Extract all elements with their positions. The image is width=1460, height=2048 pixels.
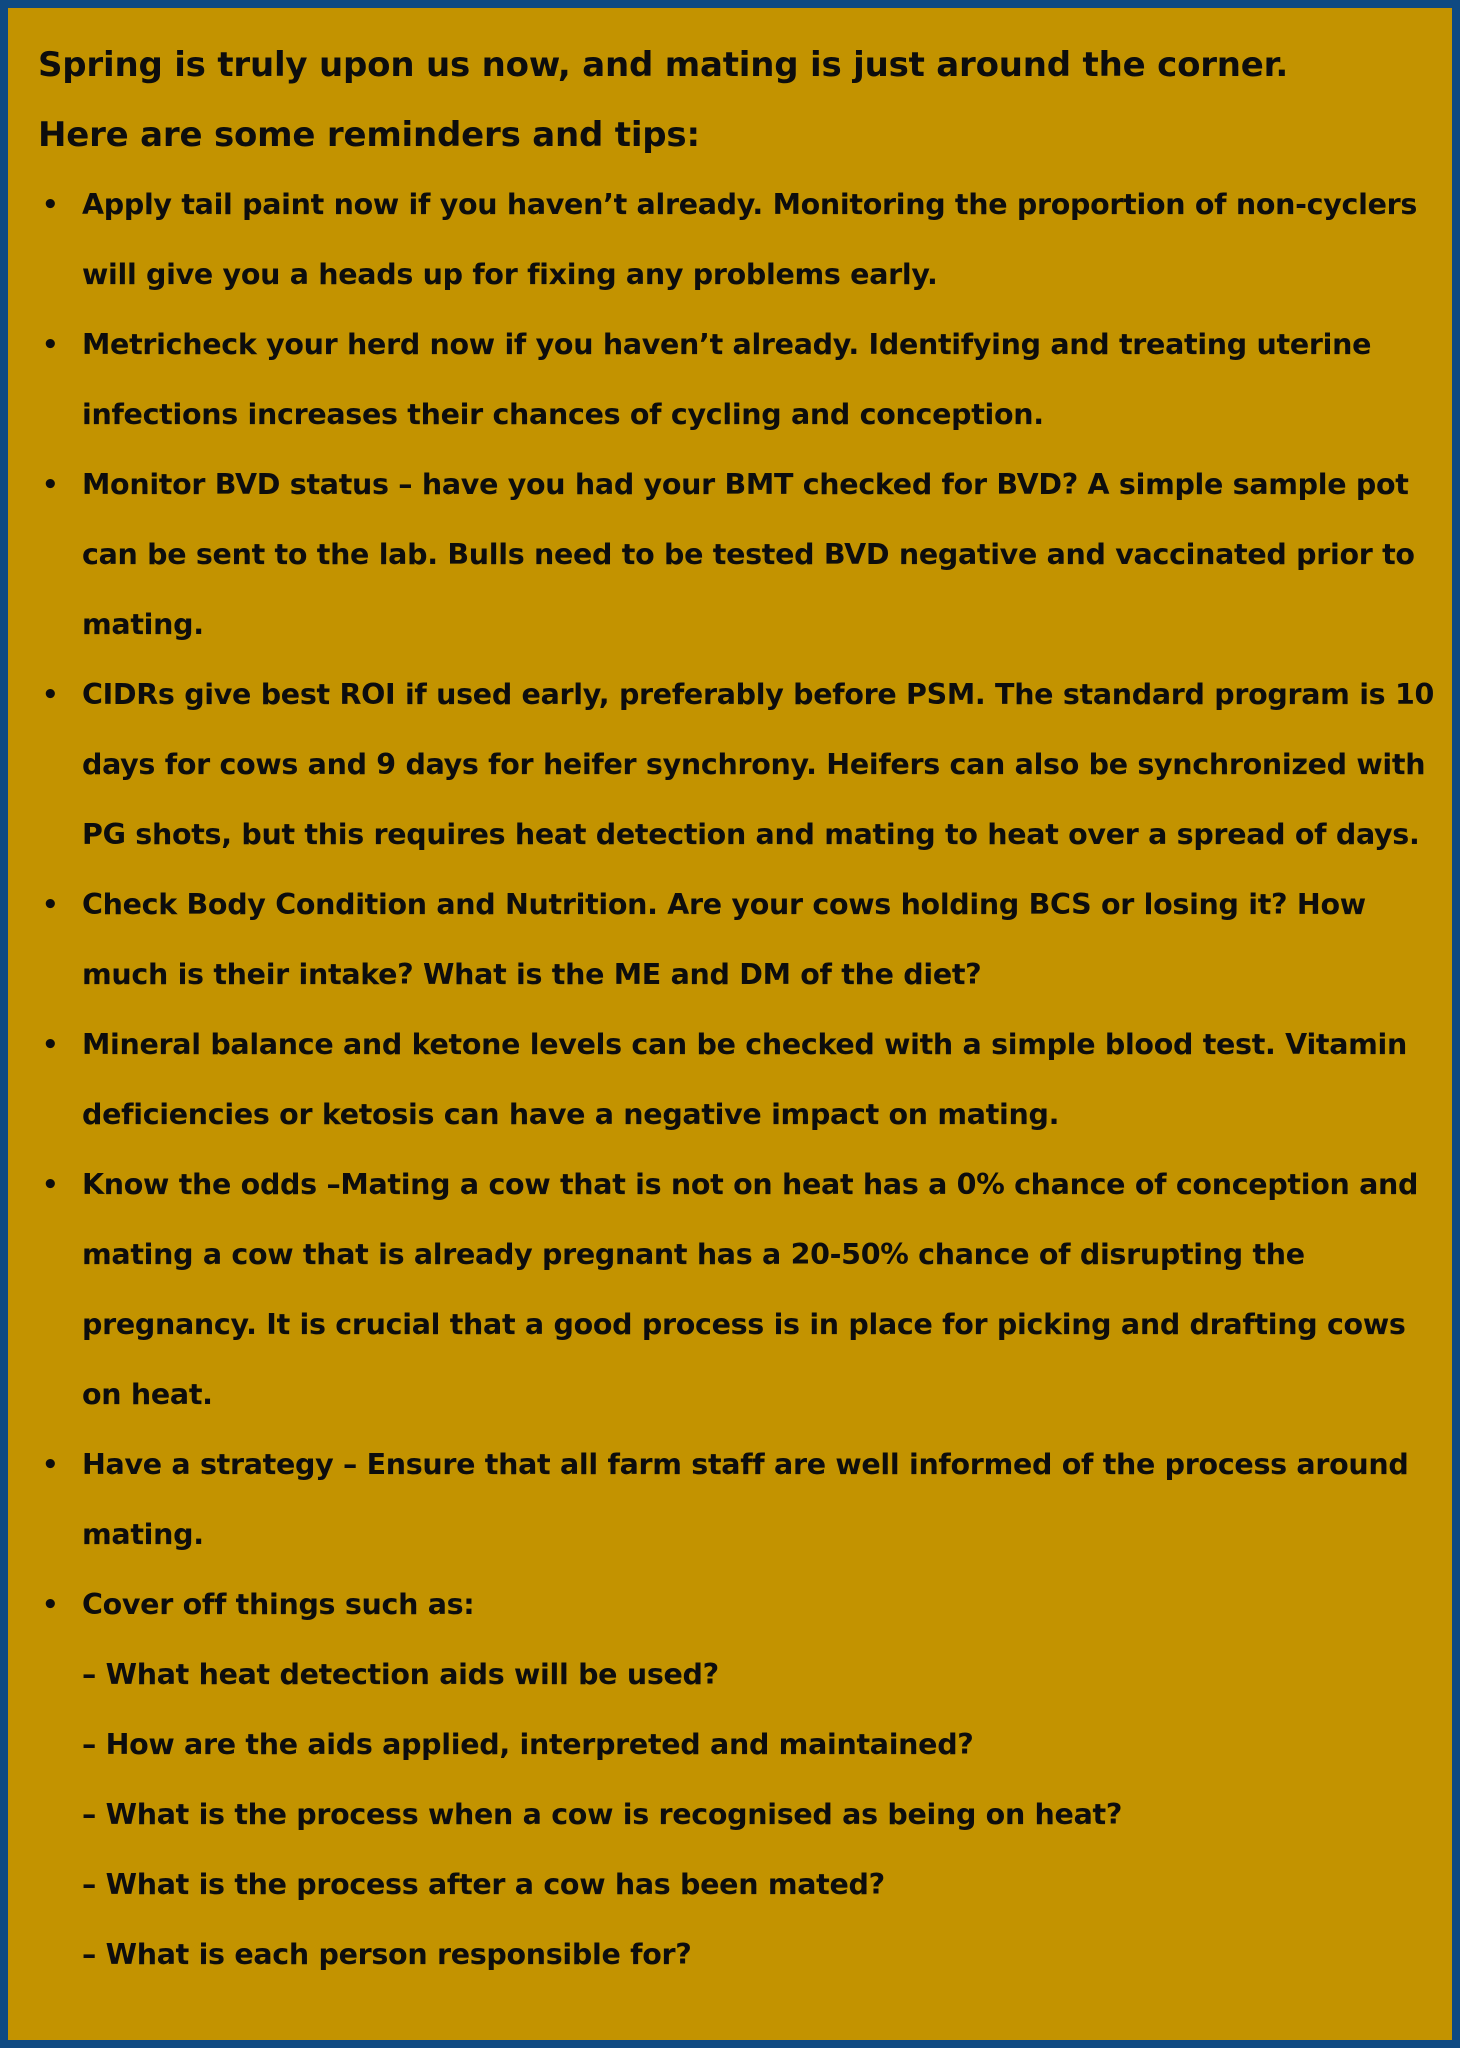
cover-off-item: – How are the aids applied, interpreted and maintained? — [82, 1728, 974, 1761]
bullet-icon: • — [42, 890, 59, 920]
notice-content — [38, 30, 1443, 1990]
tip-cover-off — [38, 1570, 1443, 1990]
tip-body-condition — [38, 870, 1443, 1010]
tip-mineral-balance — [38, 1010, 1443, 1150]
tip-text: Check Body Condition and Nutrition. Are your cows holding BCS or losing it? How much is their intake? What is the ME and DM of the diet? — [82, 888, 1366, 991]
bullet-icon: • — [42, 1590, 59, 1620]
tip-bvd-status — [38, 450, 1443, 660]
tips-list — [38, 170, 1443, 1990]
bullet-icon: • — [42, 1030, 59, 1060]
intro-heading: Spring is truly upon us now, and mating is just around the corner. — [38, 45, 1289, 85]
bullet-icon: • — [42, 190, 59, 220]
cover-off-item: – What is the process after a cow has been mated? — [82, 1868, 885, 1901]
tip-text: Know the odds –Mating a cow that is not on heat has a 0% chance of conception and mating a cow that is already pregnant has a 20-50% chance of disrupting the pregnancy. It is crucial that a good process is in place for picking and drafting cows on heat. — [82, 1168, 1419, 1411]
cover-off-item: – What heat detection aids will be used? — [82, 1658, 719, 1691]
tip-text: CIDRs give best ROI if used early, preferably before PSM. The standard program is 10 days for cows and 9 days for heifer synchrony. Heifers can also be synchronized with PG shots, but this requires heat detection and mating to heat over a spread of days. — [82, 678, 1435, 851]
cover-off-item: – What is each person responsible for? — [82, 1938, 692, 1971]
tip-text: Metricheck your herd now if you haven’t already. Identifying and treating uterine infections increases their chances of cycling and conception. — [82, 328, 1372, 431]
tip-text: Cover off things such as: — [82, 1588, 475, 1621]
tip-strategy — [38, 1430, 1443, 1570]
bullet-icon: • — [42, 330, 59, 360]
cover-off-item: – What is the process when a cow is recognised as being on heat? — [82, 1798, 1123, 1831]
bullet-icon: • — [42, 1170, 59, 1200]
tip-know-the-odds — [38, 1150, 1443, 1430]
tip-metricheck — [38, 310, 1443, 450]
tip-text: Apply tail paint now if you haven’t already. Monitoring the proportion of non-cyclers will give you a heads up for fixing any problems early. — [82, 188, 1418, 291]
tip-cidrs — [38, 660, 1443, 870]
tip-text: Mineral balance and ketone levels can be checked with a simple blood test. Vitamin deficiencies or ketosis can have a negative impact on mating. — [82, 1028, 1408, 1131]
bullet-icon: • — [42, 680, 59, 710]
tips-heading: Here are some reminders and tips: — [38, 115, 700, 155]
tip-text: Have a strategy – Ensure that all farm staff are well informed of the process around mating. — [82, 1448, 1409, 1551]
tip-tail-paint — [38, 170, 1443, 310]
tip-text: Monitor BVD status – have you had your BMT checked for BVD? A simple sample pot can be sent to the lab. Bulls need to be tested BVD negative and vaccinated prior to mating. — [82, 468, 1415, 641]
bullet-icon: • — [42, 470, 59, 500]
bullet-icon: • — [42, 1450, 59, 1480]
